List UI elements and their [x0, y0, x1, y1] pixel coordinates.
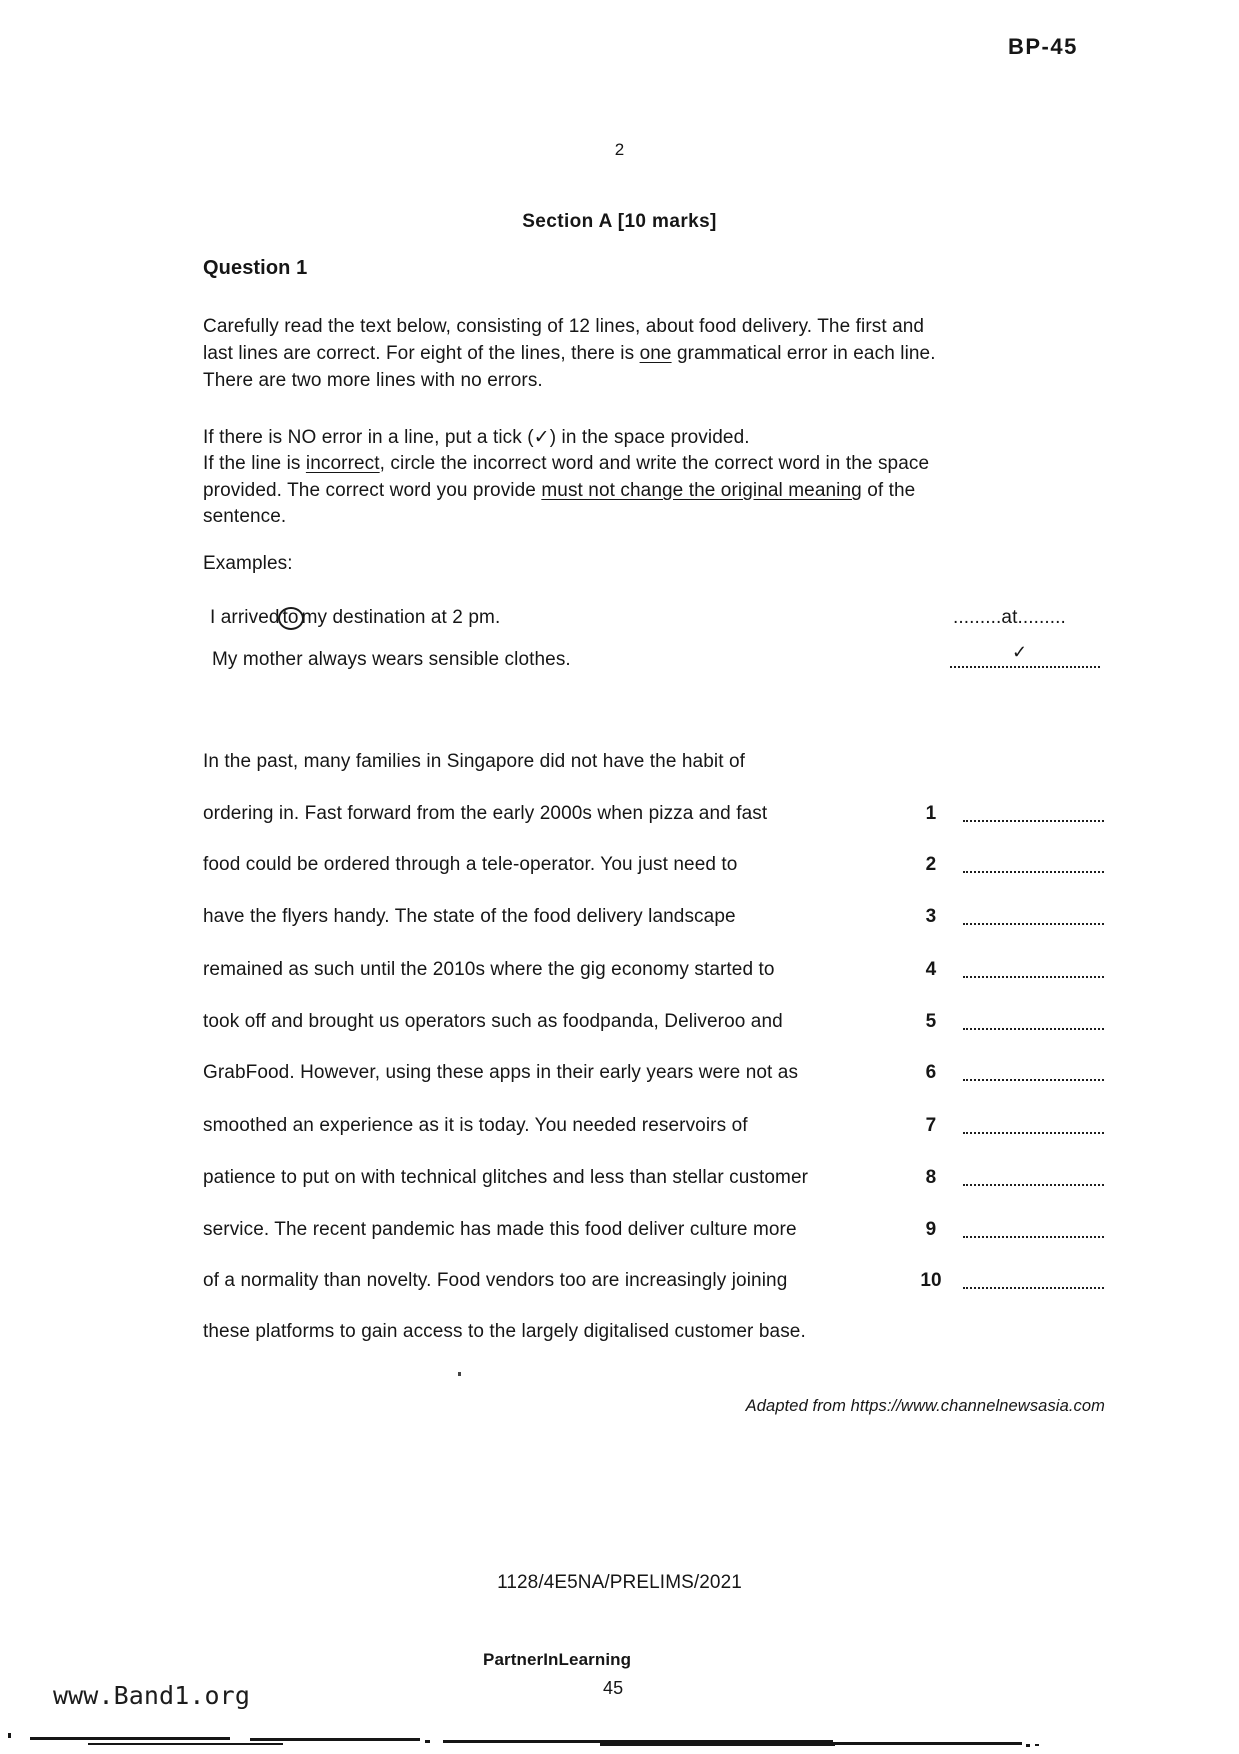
instructions-line: last lines are correct. For eight of the lines, there is one grammatical error in each line.	[203, 343, 936, 364]
footer-page-number: 45	[603, 1678, 624, 1698]
circled-word: to	[278, 607, 304, 630]
bp-number: BP-45	[1008, 34, 1078, 59]
instructions-line: If the line is incorrect, circle the incorrect word and write the correct word in the space	[203, 453, 930, 474]
answer-blank-10	[963, 1271, 1104, 1289]
example-sentence-2: My mother always wears sensible clothes.	[212, 649, 571, 670]
passage-line: ordering in. Fast forward from the early 2000s when pizza and fast	[203, 803, 768, 824]
answer-blank-1	[963, 804, 1104, 822]
passage-line: took off and brought us operators such as foodpanda, Deliveroo and	[203, 1011, 783, 1032]
answer-blank-7	[963, 1116, 1104, 1134]
passage-line: have the flyers handy. The state of the food delivery landscape	[203, 906, 736, 927]
paper-code: 1128/4E5NA/PRELIMS/2021	[497, 1572, 742, 1593]
underlined-phrase: must not change the original meaning	[541, 480, 862, 501]
scan-artifact-line	[1035, 1744, 1039, 1746]
scan-artifact-line	[250, 1738, 420, 1741]
scan-artifact-line	[832, 1742, 1022, 1745]
section-title: Section A [10 marks]	[522, 211, 717, 232]
passage-line: these platforms to gain access to the largely digitalised customer base.	[203, 1321, 806, 1342]
scan-speck	[458, 1372, 461, 1376]
line-number: 9	[925, 1219, 937, 1240]
line-number: 10	[920, 1270, 942, 1291]
example-sentence-1: I arrived to my destination at 2 pm.	[210, 607, 501, 628]
page-number: 2	[614, 140, 625, 159]
instructions-line: provided. The correct word you provide must not change the original meaning of the	[203, 480, 916, 501]
scan-artifact-line	[1026, 1744, 1030, 1747]
question-title: Question 1	[203, 257, 308, 279]
scan-artifact-line	[425, 1740, 430, 1743]
answer-blank-9	[963, 1220, 1104, 1238]
answer-blank-3	[963, 907, 1104, 925]
example-answer-2-line	[950, 650, 1100, 668]
passage-line: smoothed an experience as it is today. You needed reservoirs of	[203, 1115, 748, 1136]
instructions-line: If there is NO error in a line, put a tick (✓) in the space provided.	[203, 427, 750, 448]
partner-in-learning-text: PartnerInLearning	[483, 1650, 632, 1669]
answer-blank-4	[963, 960, 1104, 978]
passage-line: food could be ordered through a tele-operator. You just need to	[203, 854, 738, 875]
line-number: 1	[925, 803, 937, 824]
passage-line: service. The recent pandemic has made this food deliver culture more	[203, 1219, 797, 1240]
line-number: 6	[925, 1062, 937, 1083]
answer-blank-2	[963, 855, 1104, 873]
instructions-line: sentence.	[203, 506, 287, 527]
source-attribution: Adapted from https://www.channelnewsasia.com	[745, 1397, 1105, 1415]
answer-blank-6	[963, 1063, 1104, 1081]
passage-line: GrabFood. However, using these apps in their early years were not as	[203, 1062, 799, 1083]
scan-artifact-line	[30, 1737, 230, 1740]
line-number: 8	[925, 1167, 937, 1188]
instructions-line: Carefully read the text below, consisting of 12 lines, about food delivery. The first and	[203, 316, 925, 337]
instructions-line: There are two more lines with no errors.	[203, 370, 543, 391]
underlined-word: one	[639, 343, 672, 364]
scan-artifact-line	[88, 1743, 283, 1745]
line-number: 5	[925, 1011, 937, 1032]
passage-line: In the past, many families in Singapore did not have the habit of	[203, 751, 745, 772]
line-number: 3	[925, 906, 937, 927]
watermark-url: www.Band1.org	[53, 1681, 250, 1710]
examples-heading: Examples:	[203, 553, 293, 574]
line-number: 2	[925, 854, 937, 875]
line-number: 4	[925, 959, 937, 980]
example-answer-2-tick: ✓	[1012, 642, 1028, 662]
passage-line: patience to put on with technical glitches and less than stellar customer	[203, 1167, 809, 1188]
scan-artifact-line	[8, 1733, 11, 1738]
passage-line: of a normality than novelty. Food vendors too are increasingly joining	[203, 1270, 788, 1291]
example-answer-1: .........at.........	[953, 607, 1066, 628]
underlined-word: incorrect	[305, 453, 380, 474]
answer-blank-5	[963, 1012, 1104, 1030]
scan-artifact-line	[600, 1742, 835, 1746]
answer-blank-8	[963, 1168, 1104, 1186]
line-number: 7	[925, 1115, 937, 1136]
passage-line: remained as such until the 2010s where the gig economy started to	[203, 959, 775, 980]
